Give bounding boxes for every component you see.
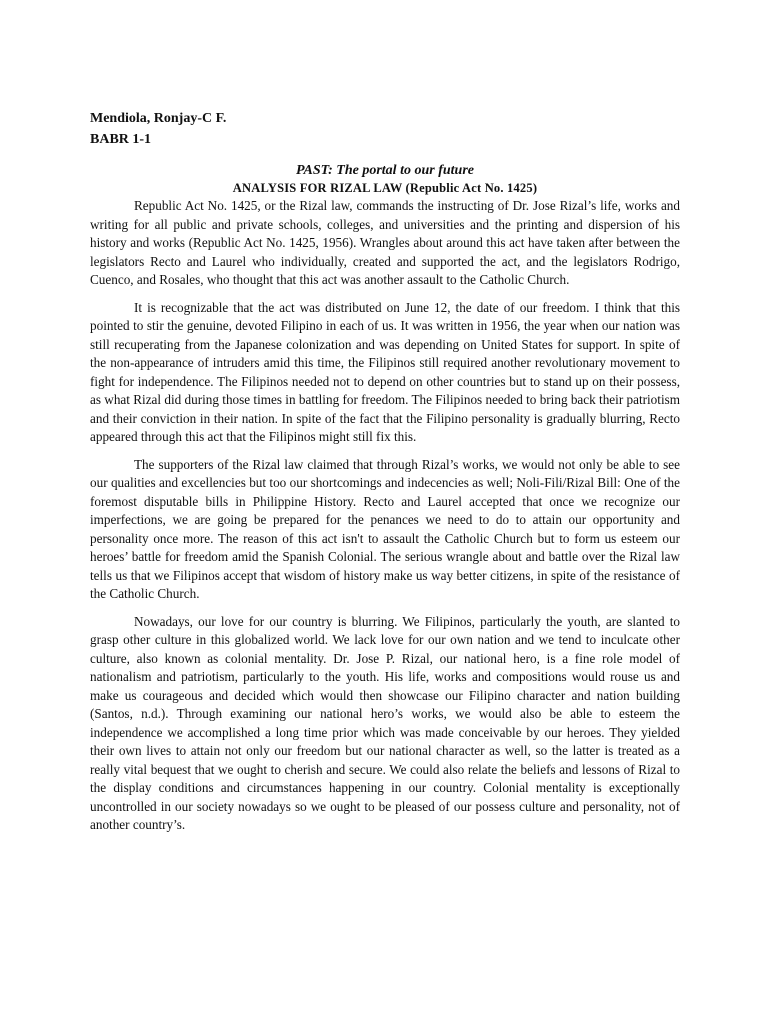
document-subtitle: ANALYSIS FOR RIZAL LAW (Republic Act No. 1425)	[232, 181, 538, 195]
document-page	[90, 108, 680, 844]
class-section: BABR 1-1	[90, 132, 152, 147]
document-title: PAST: The portal to our future	[295, 163, 474, 178]
paragraph-3: The supporters of the Rizal law claimed that through Rizal’s works, we would not only be able to see our qualities and excellencies but too our shortcomings and indecencies as well; Noli-Fili/Rizal Bill: One of the foremost disputable bills in Philippine History. Recto and Laurel accepted that once we recognize our imperfections, we are going be prepared for the penances we need to do to attain our opportunity and personality once more. The reason of this act isn't to assault the Catholic Church but to form us esteem our heroes’ battle for freedom amid the Spanish Colonial. The serious wrangle about and battle over the Rizal law tells us that we Filipinos accept that wisdom of history make us way better citizens, in spite of the resistance of the Catholic Church.	[90, 456, 680, 601]
paragraph-1: Republic Act No. 1425, or the Rizal law, commands the instructing of Dr. Jose Rizal’s life, works and writing for all public and private schools, colleges, and universities and the printing and dispersion of his history and works (Republic Act No. 1425, 1956). Wrangles about around this act have taken after between the legislators Recto and Laurel who individually, created and supported the act, and the legislators Rodrigo, Cuenco, and Rosales, who thought that this act was another assault to the Catholic Church.	[90, 198, 680, 287]
paragraph-4: Nowadays, our love for our country is blurring. We Filipinos, particularly the youth, are slanted to grasp other culture in this globalized world. We lack love for our own nation and we tend to inculcate other culture, also known as colonial mentality. Dr. Jose P. Rizal, our national hero, is a fine role model of nationalism and patriotism, particularly to the youth. His life, works and compositions would rouse us and make us courageous and decided which would then showcase our Filipino character and nation building (Santos, n.d.). Through examining our national hero’s works, we would also be able to esteem the independence we accomplished a long time prior which was made conceivable by our heroes. They yielded their own lives to attain not only our freedom but our national character as well, so the latter is treated as a really vital bequest that we ought to cherish and secure. We could also relate the beliefs and lessons of Rizal to the display conditions and circumstances happening in our country. Colonial mentality is exceptionally uncontrolled in our society nowadays so we ought to be pleased of our possess culture and personality, not of another country’s.	[90, 613, 680, 832]
paragraph-2: It is recognizable that the act was distributed on June 12, the date of our freedom. I think that this pointed to stir the genuine, devoted Filipino in each of us. It was written in 1956, the year when our nation was still recuperating from the Japanese colonization and was depending on United States for support. In spite of the non-appearance of intruders amid this time, the Filipinos still required another revolutionary movement to fight for independence. The Filipinos needed not to depend on other countries but to stand up on their possess, as what Rizal did during those times in battling for freedom. The Filipinos needed to bring back their patriotism and their conviction in their nation. In spite of the fact that the Filipino personality is gradually blurring, Recto appeared through this act that the Filipinos might still fix this.	[90, 299, 680, 444]
author-name: Mendiola, Ronjay-C F.	[90, 111, 227, 126]
